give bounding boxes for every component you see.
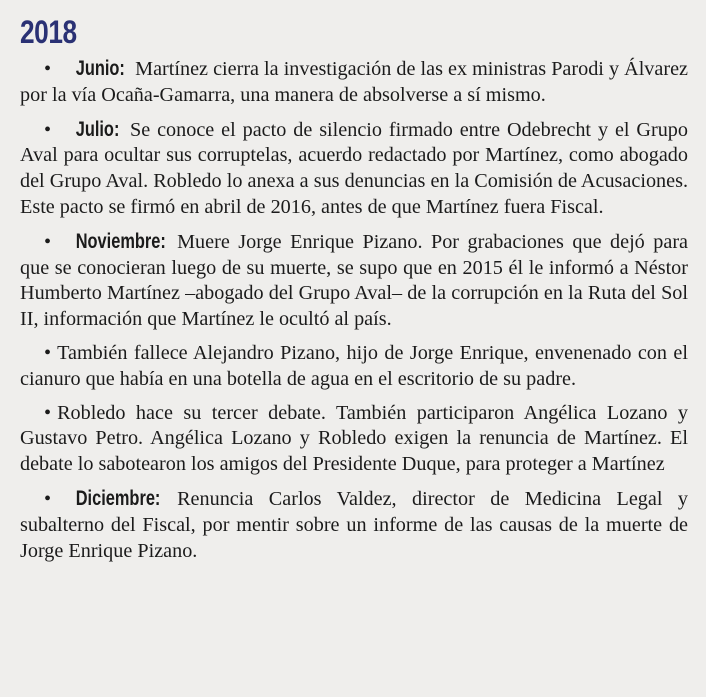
month-label: Julio:: [75, 117, 120, 141]
entry-text: Martínez cierra la investigación de las ex ministras Parodi y Álvarez por la vía Ocaña-Gamarra, una manera de absolverse a sí mismo.: [20, 58, 688, 106]
bullet: •: [44, 341, 52, 364]
bullet: •: [44, 230, 52, 253]
entry-text: Se conoce el pacto de silencio firmado entre Odebrecht y el Grupo Aval para ocultar sus corruptelas, acuerdo redactado por Martínez, como abogado del Grupo Aval. Robledo lo anexa a sus denuncias en la Comisión de Acusaciones. Este pacto se firmó en abril de 2016, antes de que Martínez fuera Fiscal.: [20, 118, 688, 218]
timeline-entry-alejandro-pizano: [20, 341, 688, 393]
bullet: •: [44, 487, 52, 510]
bullet: •: [44, 401, 52, 424]
bullet: •: [44, 58, 52, 80]
bullet: •: [44, 118, 52, 141]
entry-text: Robledo hace su tercer debate. También participaron Angélica Lozano y Gustavo Petro. Angélica Lozano y Robledo exigen la renuncia de Martínez. El debate lo sabotearon los amigos del Presidente Duque, para proteger a Martínez: [20, 401, 688, 476]
timeline-entry-tercer-debate: [20, 401, 688, 478]
entry-text: Renuncia Carlos Valdez, director de Medicina Legal y subalterno del Fiscal, por mentir sobre un informe de las causas de la muerte de Jorge Enrique Pizano.: [20, 487, 689, 562]
month-label: Diciembre:: [75, 486, 161, 510]
timeline-entry-noviembre: [20, 229, 688, 333]
timeline-article: [20, 12, 688, 572]
timeline-entry-junio: [20, 56, 688, 109]
month-label: Junio:: [75, 57, 125, 80]
entry-text: Muere Jorge Enrique Pizano. Por grabaciones que dejó para que se conocieran luego de su muerte, se supo que en 2015 él le informó a Néstor Humberto Martínez –abogado del Grupo Aval– de la corrupción en la Ruta del Sol II, información que Martínez le ocultó al país.: [20, 230, 688, 331]
timeline-entry-diciembre: [20, 486, 688, 564]
timeline-entry-julio: [20, 117, 688, 221]
year-heading: 2018: [20, 14, 77, 50]
entry-text: También fallece Alejandro Pizano, hijo de Jorge Enrique, envenenado con el cianuro que había en una botella de agua en el escritorio de su padre.: [20, 341, 688, 390]
month-label: Noviembre:: [75, 229, 166, 253]
